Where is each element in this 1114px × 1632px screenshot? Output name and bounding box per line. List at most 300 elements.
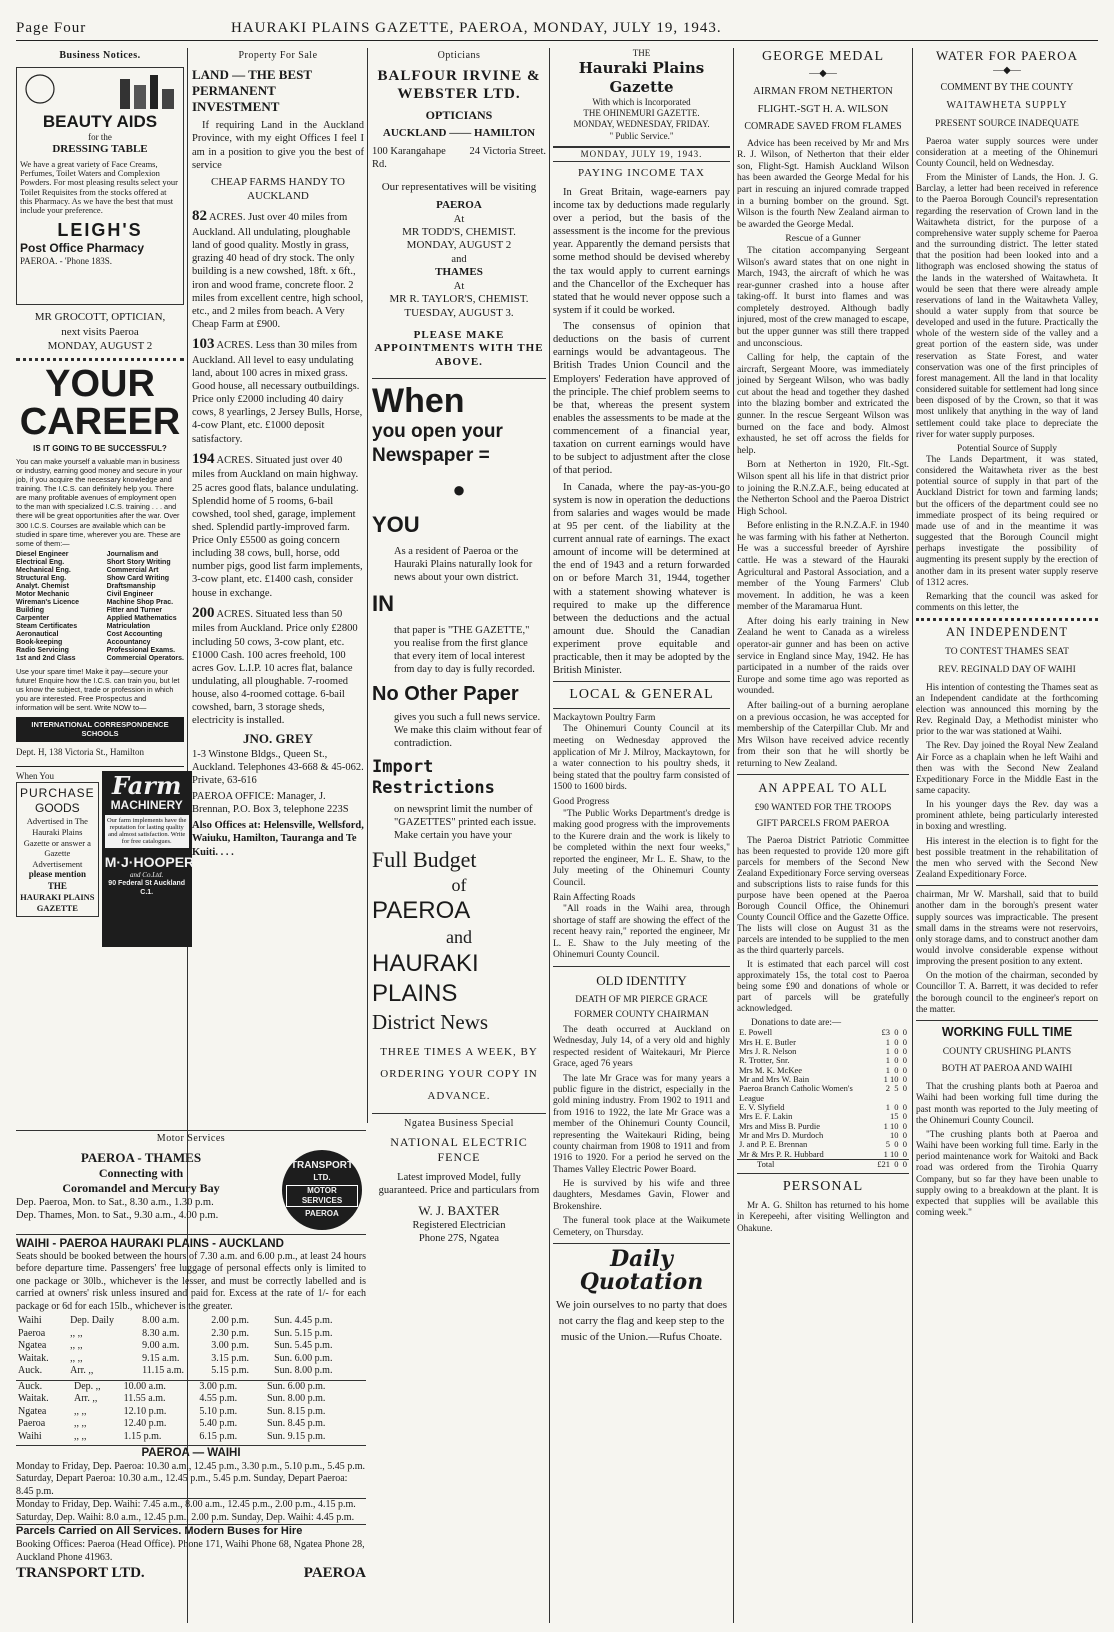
paragraph: From the Minister of Lands, the Hon. J. G. Barclay, a letter had been received in reference to the Paeroa Borough Council's representation regarding the reservation of Crown land in the Waitawheta district, for the purpose of a comprehensive water supply scheme for Paeroa and the surrounding district. The letter stated that the position had been looked into and a lithograph was enclosed showing the status of the lands in the watershed of Waitawheta. It would be seen that there were already ample reservations of land in the Waitawheta Valley, should a water supply from that source be developed and used in the future. Practically the whole of the western side of the valley and a great portion of the eastern side, was under reservation as State Forest, and water conservation was one of the first principles of forest management. All the land in that locality considered suitable for settlement had long since been disposed of by the Crown, so that it was most unlikely that anything in the way of land settlement could take place to depreciate the river for water supply purposes. — [916, 173, 1098, 440]
table-row — [16, 1431, 366, 1444]
optician-addresses — [372, 145, 546, 171]
rescue-subhead: Rescue of a Gunner — [785, 234, 861, 245]
paragraph: "All roads in the Waihi area, through shortage of staff are showing the effect of the recent heavy rain," reported the engineer, Mr L. E. Shaw to the July meeting of the Ohinemuri County Council. — [553, 904, 730, 961]
paragraph: His intention of contesting the Thames seat as an Independent candidate at the forthcoming election was announced this morning by the Rev. Reginald Day, a Methodist minister who prior to the war was stationed at Waihi. — [916, 682, 1098, 738]
course-item: Commercial Art — [106, 566, 159, 574]
medal-article — [737, 139, 909, 771]
career-body: You can make yourself a valuable man in business or industry, earning good money and secure in your job, if you acquire the necessary knowledge and training. The I.C.S. can definitely help you. There are many profitable avenues of employment open to the man with specialized I.C.S. training . . . and there will be great opportunities after the war. Over 300 I.C.S. Courses are available which can be studied in spare time, wherever you are. These are some of them:— — [16, 456, 183, 548]
paragraph: After doing his early training in New Zealand he went to Canada as a wireless operator-air gunner and has been on active service in England since May, 1942. He has participated in a number of the raids over Europe and some time ago was reported as wounded. — [737, 616, 909, 697]
amount: 1 10 0 — [883, 1120, 907, 1131]
divider-dash: —◆— — [809, 67, 837, 79]
independent-article — [916, 683, 1098, 882]
masthead-title: HAURAKI PLAINS GAZETTE, PAEROA, MONDAY, JULY 19, 1943. — [231, 20, 722, 36]
farm-listing — [192, 604, 364, 728]
purchase-goods-ad — [16, 771, 99, 947]
donor: Paeroa Branch Catholic Women's League — [739, 1083, 853, 1103]
purchase-mention: please mention — [28, 869, 86, 880]
course-item: Aeronautical — [16, 631, 59, 639]
leighs-brand: LEIGH'S — [57, 219, 143, 240]
cell: Sun. 5.45 p.m. — [274, 1340, 333, 1352]
cell: Arr. ,, — [73, 1393, 98, 1405]
column-water-supply — [916, 48, 1098, 1623]
paragraph: The Paeroa District Patriotic Committee has been requested to provide 120 more gift parcels for members of the Second New Zealand Expeditionary Force serving overseas and subscriptions lists to raise funds for this purpose have been opened at the Paeroa Borough Council Office, the Ohinemuri County Council Office and the Gazette Office. The lists will close on August 31 as the parcels are intended to be supplied to the men as the third quarterly parcels. — [737, 834, 909, 956]
table-row — [16, 1406, 366, 1419]
paragraph: In his younger days the Rev. day was a prominent athlete, being particularly interested in boxing and wrestling. — [916, 800, 1098, 833]
cell: Auck. — [18, 1365, 43, 1377]
column-property — [192, 48, 364, 1123]
cell: 8.00 a.m. — [142, 1315, 180, 1327]
ics-dept: Dept. H, 138 Victoria St., Hamilton — [16, 746, 145, 757]
divider — [16, 1130, 366, 1131]
coromandel: Coromandel and Mercury Bay — [62, 1180, 220, 1195]
cell: Waihi — [18, 1430, 42, 1442]
farm-listing — [192, 207, 364, 331]
column-rule — [912, 48, 913, 1623]
cell: 12.10 p.m. — [123, 1405, 167, 1417]
when-headline: When — [372, 381, 465, 420]
waihi-paeroa-times: Monday to Friday, Dep. Waihi: 7.45 a.m., 8.00 a.m., 12.45 p.m., 2.00 p.m., 4.15 p.m. Saturday, Dep. Waihi: 8.0 a.m., 12.45 p.m., 2.00 p.m. Sunday, Dep. Waihi: 4.45 p.m. — [16, 1498, 366, 1524]
cell: Sun. 9.15 p.m. — [267, 1430, 326, 1442]
paragraph: In Great Britain, wage-earners pay income tax by deductions made regularly over a period, but the basis of the assessment is the income for the previous year. Apparently the demand persists that some method should be devised whereby the tax would apply to current earnings and the Chancellor of the Exchequer has stated that he would never oppose such a system if it could be worked. — [553, 186, 730, 316]
divider — [16, 766, 184, 767]
course-item: Book-keeping — [16, 639, 63, 647]
budget-paeroa: PAEROA — [372, 897, 471, 925]
course-list-left — [16, 551, 79, 664]
district-news: District News — [372, 1009, 489, 1034]
cell: 10.00 a.m. — [123, 1380, 166, 1392]
cell: Sun. 8.15 p.m. — [267, 1405, 326, 1417]
daily-title: Daily — [610, 1246, 673, 1273]
budget-and: and — [446, 927, 472, 948]
parcels-line: Parcels Carried on All Services. Modern Buses for Hire — [16, 1524, 366, 1539]
divider — [553, 708, 730, 709]
death-subhead: DEATH OF MR PIERCE GRACE — [575, 995, 708, 1006]
cell: 9.15 a.m. — [142, 1352, 180, 1364]
cell: Paeroa — [18, 1418, 46, 1430]
visit-thames: THAMES — [435, 266, 483, 279]
beauty-title: BEAUTY AIDS — [42, 111, 158, 131]
paragraph: The death occurred at Auckland on Wednesday, July 14, of a very old and highly respected resident of Waitekauri, Mr Pierce Grace, aged 76 years — [553, 1025, 730, 1070]
course-item: Machine Shop Prac. — [106, 599, 174, 607]
cell: 3.00 p.m. — [199, 1380, 238, 1392]
water-article — [916, 137, 1098, 615]
address-auckland: 100 Karangahape Rd. — [372, 145, 446, 170]
donor: R. Trotter, Snr. — [739, 1055, 790, 1066]
local-general-headline: LOCAL & GENERAL — [569, 687, 714, 703]
cell: 1.15 p.m. — [123, 1430, 162, 1442]
appeal-article — [737, 835, 909, 1029]
course-item: Matriculation — [106, 623, 151, 631]
obituary — [553, 1025, 730, 1239]
paragraph: Paeroa water supply sources were under consideration at a meeting of the Ohinemuri County Council, held on Wednesday. — [916, 136, 1098, 169]
cell: Waihi — [18, 1315, 42, 1327]
appeal-subhead: £90 WANTED FOR THE TROOPS — [754, 803, 892, 814]
total-row — [737, 1160, 909, 1170]
dep-paeroa: Dep. Paeroa, Mon. to Sat., 8.30 a.m., 1.30 p.m. — [16, 1196, 214, 1208]
no-other-paper: No Other Paper — [372, 683, 519, 706]
cell: 2.30 p.m. — [211, 1327, 249, 1339]
independent-headline: AN INDEPENDENT — [946, 625, 1068, 640]
baxter-phone: Phone 27S, Ngatea — [418, 1233, 500, 1245]
column-rule — [733, 48, 734, 1623]
transport-place: PAEROA — [303, 1565, 366, 1581]
optician-cities: AUCKLAND —— HAMILTON — [382, 127, 536, 139]
cell: Waitak. — [18, 1393, 49, 1405]
course-item: Radio Servicing — [16, 647, 69, 655]
divider — [372, 1113, 546, 1114]
paeroa-office: PAEROA OFFICE: Manager, J. Brennan, P.O. Box 3, telephone 223S — [192, 791, 349, 816]
property-headline: LAND — THE BEST PERMANENT INVESTMENT — [192, 66, 312, 114]
farm-body: Our farm implements have the reputation for lasting quality and almost satisfaction. Write for free catalogues. — [105, 815, 189, 848]
budget-of: of — [451, 874, 467, 895]
visit-at-2: At — [453, 281, 465, 292]
cell: Auck. — [18, 1380, 43, 1392]
farm-machinery: MACHINERY — [110, 798, 183, 813]
visit-todd-date: MONDAY, AUGUST 2 — [406, 239, 512, 252]
newspaper-headline: Newspaper = — [372, 445, 490, 467]
logo-motor-services: MOTOR SERVICES — [286, 1185, 358, 1207]
full-budget: Full Budget — [372, 847, 477, 873]
motor-header — [16, 1150, 366, 1234]
ngatea-section: Ngatea Business Special — [404, 1118, 514, 1130]
gazette-the: THE — [632, 48, 651, 58]
beauty-for: for the — [88, 131, 112, 142]
amount: 1 10 0 — [883, 1074, 907, 1085]
farm-word: Farm — [112, 771, 182, 801]
dep-thames: Dep. Thames, Mon. to Sat., 9.30 a.m., 4.00 p.m. — [16, 1209, 219, 1221]
cell: 9.00 a.m. — [142, 1340, 180, 1352]
donor: Mr and Mrs D. Murdoch — [739, 1130, 824, 1141]
cell: Sun. 6.00 p.m. — [267, 1380, 326, 1392]
course-item: Short Story Writing — [106, 558, 171, 566]
optician-firm: BALFOUR IRVINE & WEBSTER LTD. — [377, 67, 541, 103]
purchase-box — [16, 782, 99, 917]
paragraph: Advice has been received by Mr and Mrs R. J. Wilson, of Netherton that their elder son, Flight-Sgt. Hamish Auckland Wilson has been awarded the George Medal for his part in rescuing an injured comrade trapped in a burning bomber on the ground. Sgt. Wilson is the fourth New Zealand airman to be awarded the George Medal. — [737, 138, 909, 230]
electric-fence-title: NATIONAL ELECTRIC FENCE — [390, 1134, 528, 1164]
property-subhead: CHEAP FARMS HANDY TO AUCKLAND — [211, 175, 345, 202]
three-times-text: THREE TIMES A WEEK, BY ORDERING YOUR COPY IN ADVANCE. — [380, 1046, 538, 1103]
visit-and: and — [451, 254, 467, 266]
donor: E. V. Slyfield — [739, 1102, 785, 1113]
visit-taylor: MR R. TAYLOR'S, CHEMIST. — [389, 293, 529, 306]
paragraph: It is estimated that each parcel will cost approximately 15s, the total cost to Paeroa being some £90 and donations of whole or part of parcels will be gratefully acknowledged. — [737, 959, 909, 1014]
cell: 11.55 a.m. — [123, 1393, 166, 1405]
page-number: Page Four — [16, 20, 87, 36]
paragraph: The Lands Department, it was stated, considered the Waitawheta river as the best potential source of supply in that part of the Auckland District for town and farming lands; but the officers of the department could see no immediate prospect of its being required or made use of and in the meantime it was suggested that the Borough Council might perhaps investigate the possibility of augmenting its present supply by the erection of another dam in its present water supply reserve of 1312 acres. — [916, 455, 1098, 588]
bullet-dot: ● — [452, 476, 466, 502]
cell: Waitak. — [18, 1352, 49, 1364]
perfume-bottles-illustration — [20, 71, 180, 111]
table-row — [16, 1365, 366, 1378]
farm-listing — [192, 335, 364, 446]
reps-visiting: Our representatives will be visiting — [381, 181, 537, 193]
comrade-subhead: COMRADE SAVED FROM FLAMES — [744, 121, 902, 133]
newsprint-text: on newsprint limit the number of "GAZETTES" printed each issue. Make certain you have your — [394, 804, 537, 842]
course-item: Diesel Engineer — [16, 550, 69, 558]
cell: Sun. 8.45 p.m. — [267, 1418, 326, 1430]
paragraph: His interest in the election is to fight for the best possible treatment in the rehabilitation of the men who served with the Second New Zealand Expeditionary Force. — [916, 836, 1098, 881]
address-hamilton: 24 Victoria Street. — [469, 145, 546, 157]
import-restrictions: Import Restrictions — [372, 756, 495, 798]
booking-offices: Booking Offices: Paeroa (Head Office). Phone 171, Waihi Phone 68, Ngatea Phone 28, Auckland Phone 41963. — [16, 1539, 365, 1563]
course-item: Electrical Eng. — [16, 558, 65, 566]
paeroa-thames: PAEROA - THAMES — [80, 1149, 202, 1165]
donations-table — [737, 1028, 909, 1169]
paragraph: Before enlisting in the R.N.Z.A.F. in 1940 he was farming with his father at Netherton. He was a successful breeder of Ayrshire cattle. He was a steward of the Hauraki Agricultural and Pastoral Association, and a member of the Young Farmers' Club movement. In addition, he was a keen member of the Maramarua Hunt. — [737, 521, 909, 613]
gazette-days: MONDAY, WEDNESDAY, FRIDAY. — [573, 119, 710, 130]
cell: 5.10 p.m. — [199, 1405, 238, 1417]
open-headline: you open your — [372, 421, 503, 443]
donor: Mr & Mrs P. R. Hubbard — [739, 1148, 824, 1159]
listing-acres: 103 — [192, 336, 215, 352]
water-headline: WATER FOR PAEROA — [936, 48, 1078, 63]
wilson-subhead: FLIGHT.-SGT H. A. WILSON — [757, 104, 889, 116]
amount: 5 0 0 — [885, 1139, 907, 1150]
career-career: CAREER — [19, 400, 181, 443]
paragraph: On the motion of the chairman, seconded by Councillor T. A. Barrett, it was decided to refer the borough council to the engineer's report on the matter. — [916, 971, 1098, 1015]
cell: 12.40 p.m. — [123, 1418, 167, 1430]
agent-name: JNO. GREY — [242, 731, 314, 747]
course-item: Professional Exams. — [106, 647, 176, 655]
divider — [553, 1243, 730, 1244]
table-row — [16, 1315, 366, 1328]
visit-todd: MR TODD'S, CHEMIST. — [402, 225, 516, 238]
airman-subhead: AIRMAN FROM NETHERTON — [753, 86, 893, 97]
paragraph: The citation accompanying Sergeant Wilson's award states that on one night in March, 1943, the aircraft of which he was rear-gunner crashed into a house after taking-off. It burst into flames and was completely destroyed. Although badly injured, most of the crew managed to escape, but the upper gunner was still there trapped and unconscious. — [737, 245, 909, 349]
course-item: Cost Accounting — [106, 631, 163, 639]
paragraph: Mr A. G. Shilton has returned to his home in Kerepeehi, after visiting Wellington and Ohakune. — [737, 1199, 909, 1233]
edition-date: MONDAY, JULY 19, 1943. — [553, 146, 730, 162]
paragraph: The Ohinemuri County Council at its meeting on Wednesday approved the application of Mr J. Milroy, Mackaytown, for a water connection to his poultry sheds, it being stated that the poultry farm consisted of 1500 to 1600 birds. — [553, 724, 730, 793]
appeal-subhead-2: GIFT PARCELS FROM PAEROA — [756, 818, 890, 829]
section-label: Motor Services — [156, 1133, 226, 1144]
amount: 1 0 0 — [885, 1055, 907, 1066]
purchase-the: THE — [47, 880, 67, 891]
crushing-subhead: COUNTY CRUSHING PLANTS — [942, 1046, 1072, 1057]
purchase-when: When You — [16, 771, 55, 782]
cell: Dep. ,, — [73, 1380, 101, 1392]
baxter-reg: Registered Electrician — [412, 1220, 506, 1232]
personal-headline: PERSONAL — [782, 1179, 864, 1195]
paragraph: In Canada, where the pay-as-you-go system is now in operation the deductions from salaries and wages would be made at 95 per cent. of the liability at the current annual rate of earnings. The exact amount of income will be determined at the end of 1943 and a return forwarded on or before March 31, 1944, together with a statement showing whatever is required to make up the difference between the deductions and the actual amount due. Should the Canadian experiment prove equitable and practicable, then it may be adopted by the British Minister. — [553, 481, 730, 677]
divider — [553, 681, 730, 682]
paeroa-waihi-heading: PAEROA — WAIHI — [16, 1445, 366, 1460]
amount: 1 10 0 — [883, 1148, 907, 1159]
course-item: Journalism and — [106, 550, 159, 558]
column-rule — [549, 48, 550, 1623]
appointments-note: PLEASE MAKE APPOINTMENTS WITH THE ABOVE. — [374, 328, 544, 369]
course-item: Show Card Writing — [106, 574, 170, 582]
table-row — [16, 1340, 366, 1353]
cell: Sun. 4.45 p.m. — [274, 1315, 333, 1327]
cell: Sun. 8.00 p.m. — [267, 1393, 326, 1405]
cell: Ngatea — [18, 1340, 47, 1352]
cell: ,, ,, — [70, 1352, 83, 1364]
cell: Paeroa — [18, 1327, 46, 1339]
divider — [372, 378, 546, 379]
cell: Arr. ,, — [70, 1365, 94, 1377]
timetable-auckland-waihi — [16, 1380, 366, 1444]
paeroa-waihi-times: Monday to Friday, Dep. Paeroa: 10.30 a.m., 12.45 p.m., 3.30 p.m., 5.10 p.m., 5.45 p.m. Saturday, Depart Paeroa: 10.30 a.m., 12.45 p.m., 5.45 p.m. Sunday, Depart Paeroa: 8.45 p.m. — [16, 1460, 366, 1497]
gazette-motto: " Public Service." — [609, 130, 674, 141]
logo-ltd: LTD. — [313, 1172, 331, 1182]
news-subhead: Good Progress — [553, 796, 610, 807]
total-label: Total — [757, 1159, 775, 1170]
transport-footer — [16, 1564, 366, 1583]
course-item: Commercial Operators. — [106, 655, 184, 663]
listing-acres: 194 — [192, 450, 215, 467]
timetable-waihi-auckland — [16, 1315, 366, 1378]
amount: 1 0 0 — [885, 1036, 907, 1047]
local-news — [553, 713, 730, 962]
ics-career-ad — [16, 362, 184, 758]
section-label: Property For Sale — [238, 50, 318, 61]
gazette-nameplate: Hauraki Plains Gazette — [578, 59, 705, 96]
table-row — [16, 1353, 366, 1366]
gives-text: gives you such a full news service. We make this claim without fear of contradiction. — [394, 712, 542, 750]
course-item: Carpenter — [16, 615, 50, 623]
paragraph: Calling for help, the captain of the aircraft, Sergeant Moore, was immediately joined by Sergeant Wilson, who was badly cut about the head and together they dashed into the blazing bomber and extricated the gunner. In the rescue Sergeant Wilson was burned on the face and body. Almost exhausted, he set off across the fields for help. — [737, 353, 909, 456]
budget-plains: PLAINS — [372, 979, 458, 1007]
grocott-l3: MONDAY, AUGUST 2 — [47, 340, 153, 352]
farm-listing — [192, 450, 364, 600]
masthead — [16, 18, 1098, 41]
divider — [737, 774, 909, 775]
paragraph: "The Public Works Department's dredge is making good progress with the improvements to the Kurere drain and the work is likely to be completed within the next four weeks," reported the engineer, Mr L. E. Shaw, to the July meeting of the Ohinemuri County Council. — [553, 808, 730, 888]
donor: Mrs H. E. Butler — [739, 1036, 796, 1047]
george-medal-headline: GEORGE MEDAL — [761, 49, 885, 64]
donor: Mrs and Miss B. Purdie — [739, 1120, 820, 1131]
listing-text: ACRES. Less than 30 miles from Auckland. All level to easy undulating land, about 100 acres in mixed grass. Good house, all necessary outbuildings. Price only £2000 including 40 dairy cows, 8 yearlings, 2 Jersey Bulls, Horse, 4-cow Plant, etc. £1000 deposit satisfactory. — [192, 340, 363, 445]
paragraph: After bailing-out of a burning aeroplane on a previous occasion, he was accepted for membership of the Caterpillar Club. Mr and Mrs Wilson have received advice recently from their son that he will shortly be returning to New Zealand. — [737, 700, 909, 769]
transport-logo — [282, 1150, 362, 1230]
career-foot: Use your spare time! Make it pay—secure your future! Enquire how the I.C.S. can train you, but let us know the subject, trade or profession in which you are interested. Free Prospectus and information will be sent. Write NOW to— — [16, 666, 180, 712]
gazette-incorporated: With which is Incorporated — [592, 96, 691, 107]
amount: 15 0 — [890, 1111, 907, 1122]
news-subhead: Mackaytown Poultry Farm — [553, 712, 656, 723]
course-item: Fitter and Turner — [106, 607, 163, 615]
paragraph: Remarking that the council was asked for comments on this letter, the — [916, 591, 1098, 614]
table-row — [16, 1380, 366, 1393]
course-item: Steam Certificates — [16, 623, 78, 631]
potential-subhead: Potential Source of Supply — [957, 443, 1057, 454]
cell: 3.15 p.m. — [211, 1352, 249, 1364]
purchase-body: Advertised in The Hauraki Plains Gazette or answer a Gazette Advertisement — [23, 816, 91, 869]
divider-dash: —◆— — [993, 65, 1021, 77]
listing-text: ACRES. Situated just over 40 miles from Auckland on main highway. 25 acres good flats, balance undulating. Splendid home of 5 rooms, 6-bail cowshed, tool shed, garage, implement shed. Splendid partly-improved farm. Price Only £5500 as going concern including 38 cows, bull, horse, odd number pigs, good list farm implements, 3-cow plant, etc. £1400 cash, consider house in exchange. — [192, 454, 363, 599]
beauty-aids-ad — [16, 67, 184, 305]
beauty-body: We have a great variety of Face Creams, Perfumes, Toilet Waters and Complexion Powders. For most pleasing results select your Toilet Requisites from the stocks offered at this Pharmacy. As we have the best that must include your preference. — [20, 158, 178, 216]
course-item: Analyt. Chemist — [16, 583, 69, 591]
listing-text: ACRES. Just over 40 miles from Auckland. All undulating, ploughable land of good quality. Mostly in grass, grazing 40 head of dry stock. The only building is a new cowshed, 18ft. x 6ft., iron and wood frame, concrete floor. 2 miles from excellent centre, high school, etc., and 2 miles from beach. A Very Cheap Farm at £900. — [192, 212, 364, 330]
visit-taylor-date: TUESDAY, AUGUST 3. — [404, 306, 514, 319]
cell: 2.00 p.m. — [211, 1315, 249, 1327]
pharmacy-name: Post Office Pharmacy — [20, 241, 145, 256]
motor-header-text — [16, 1150, 266, 1223]
ads-row — [16, 771, 195, 947]
comment-subhead: COMMENT BY THE COUNTY — [940, 81, 1074, 93]
course-list — [16, 551, 184, 664]
grocott-l1: MR GROCOTT, OPTICIAN, — [34, 310, 166, 323]
fence-text: Latest improved Model, fully guaranteed. Price and particulars from — [378, 1171, 540, 1196]
ics-school-banner: INTERNATIONAL CORRESPONDENCE SCHOOLS — [16, 717, 184, 742]
section-label: Business Notices. — [59, 50, 141, 61]
course-item: Applied Mathematics — [106, 615, 177, 623]
cell: 3.00 p.m. — [211, 1340, 249, 1352]
paragraph: The funeral took place at the Waikumete Cemetery, on Thursday. — [553, 1216, 730, 1238]
income-tax-headline: PAYING INCOME TAX — [578, 167, 705, 179]
booking-rules: Seats should be booked between the hours of 7.30 a.m. and 6.00 p.m., at least 24 hours before departure time. Passengers' free luggage of personal effects only is limited to one package or 30lb., whichever is the lesser, and must be correctly labelled and is carried at owners' risk unless insured and paid for. Excess at the rate of 1/- for each package or 6d for each 15lb., whichever is the greater. — [16, 1250, 366, 1312]
divider — [916, 885, 1098, 886]
reginald-day-subhead: REV. REGINALD DAY OF WAIHI — [938, 664, 1076, 675]
divider — [553, 966, 730, 967]
cell: 5.15 p.m. — [211, 1365, 249, 1377]
amount: £3 0 0 — [881, 1027, 907, 1038]
hooper-address: 90 Federal St Auckland C.1. — [108, 879, 186, 896]
cell: ,, ,, — [73, 1430, 87, 1442]
budget-hauraki: HAURAKI — [372, 949, 479, 977]
paragraph: Born at Netherton in 1920, Flt.-Sgt. Wilson spent all his life in that district prior to joining the R.N.Z.A.F., being educated at the Netherton School and the Paeroa District High School. — [737, 460, 909, 517]
beauty-table: DRESSING TABLE — [52, 143, 148, 155]
column-rule — [367, 48, 368, 1123]
donor: Mr and Mrs W. Bain — [739, 1074, 810, 1085]
paragraph: "The crushing plants both at Paeroa and Waihi have been working full time. Early in the period maintenance work for Waitoki and Back road was ordered from the Tirohia Quarry Company, but so far they have been unable to supply owing to a breakdown at the plant. It is expected that supplies will be available this coming week." — [916, 1129, 1098, 1219]
paragraph: The late Mr Grace was for many years a public figure in the district, especially in the gold mining industry. From 1902 to 1911 and from 1916 to 1922, the late Mr Grace was a member of the Ohinemuri County Council, representing the Waitekauri Riding, being county chairman from 1908 to 1911 and from 1916 to 1920. For a period he served on the Thames Valley Electric Power Board. — [553, 1073, 730, 1175]
course-list-right — [107, 551, 184, 664]
opticians-label: OPTICIANS — [425, 108, 493, 122]
divider — [916, 1020, 1098, 1021]
paragraph: He is survived by his wife and three daughters, Mesdames Gavin, Flower and Brokenshire. — [553, 1179, 730, 1212]
amount: 1 0 0 — [885, 1102, 907, 1113]
cell: 4.55 p.m. — [199, 1393, 238, 1405]
logo-paeroa: PAEROA — [305, 1208, 339, 1218]
column-business-notices — [16, 48, 195, 1123]
table-row — [16, 1418, 366, 1431]
hooper-co: and Co.Ltd. — [130, 871, 164, 880]
divider — [916, 618, 1098, 621]
listing-text: ACRES. Situated less than 50 miles from Auckland. Price only £2800 including 50 cows, 3-cow plant, etc. £1000 Cash. 100 acres freehold, 100 acres Gov. L.I.P. 10 acres flat, balance undulating, all ploughable. 7-roomed house, also 4-roomed cottage. 6-bail cowshed, barn, 3 storage sheds, electricity is installed. — [192, 608, 358, 727]
column-editorial — [553, 48, 730, 1623]
listing-acres: 200 — [192, 604, 215, 621]
chairman-subhead: FORMER COUNTY CHAIRMAN — [574, 1010, 709, 1021]
amount: 10 0 — [890, 1130, 907, 1141]
table-row — [16, 1328, 366, 1341]
crushing-article — [916, 1082, 1098, 1219]
visit-at: At — [453, 213, 465, 225]
amount: 2 5 0 — [885, 1083, 907, 1094]
donor: E. Powell — [739, 1027, 773, 1038]
column-opticians — [372, 48, 546, 1623]
pharmacy-address: PAEROA. - 'Phone 183S. — [20, 256, 113, 267]
waihi-auckland-heading: WAIHI - PAEROA HAURAKI PLAINS - AUCKLAND — [16, 1234, 366, 1251]
agent-address: 1-3 Winstone Bldgs., Queen St., Auckland. Telephones 43-668 & 45-062. Private, 63-616 — [192, 748, 364, 786]
working-full-time-headline: WORKING FULL TIME — [941, 1024, 1073, 1039]
waitawheta-subhead: WAITAWHETA SUPPLY — [946, 100, 1068, 112]
amount: 1 0 0 — [885, 1064, 907, 1075]
cell: 6.15 p.m. — [199, 1430, 238, 1442]
table-row — [16, 1393, 366, 1406]
column-george-medal — [737, 48, 909, 1623]
resident-text: As a resident of Paeroa or the Hauraki Plains naturally look for news about your own district. — [394, 545, 533, 584]
gazette-ohinemuri: THE OHINEMURI GAZETTE. — [583, 108, 700, 118]
section-label: Opticians — [437, 50, 481, 61]
transport-name: TRANSPORT LTD. — [16, 1565, 145, 1581]
purchase-l1: PURCHASE — [20, 786, 95, 801]
water-continued — [916, 890, 1098, 1016]
in-headline: IN — [372, 591, 394, 617]
listing-acres: 82 — [192, 208, 207, 225]
donor: J. and P. E. Brennan — [739, 1139, 808, 1150]
